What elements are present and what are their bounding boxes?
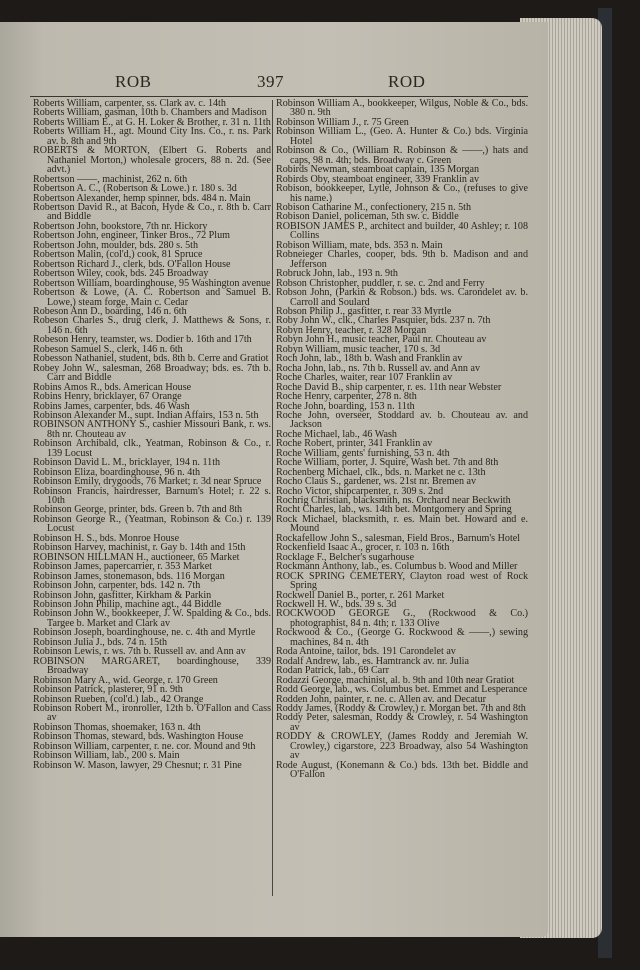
directory-entry: Rochrig Christian, blacksmith, ns. Orchard near Beckwith bbox=[276, 495, 511, 507]
directory-entry: Robins James, carpenter, bds. 46 Wash bbox=[33, 400, 190, 412]
directory-entry: Robinson H. S., bds. Monroe House bbox=[33, 532, 180, 544]
directory-entry: Robson Philip J., gasfitter, r. rear 33 Myrtle bbox=[276, 305, 452, 317]
directory-entry: ROBERTS & MORTON, (Elbert G. Roberts and Nathaniel Morton,) wholesale grocers, 88 n. 2d. (See advt.) bbox=[33, 145, 271, 176]
directory-entry: Robinson Harvey, machinist, r. Gay b. 14th and 15th bbox=[33, 542, 246, 554]
directory-entry: Rocklage F., Belcher's sugarhouse bbox=[276, 551, 415, 563]
directory-entry: Robinson John Philip, machine agt., 44 Biddle bbox=[33, 599, 222, 611]
directory-entry: Robinson Thomas, shoemaker, 163 n. 4th bbox=[33, 721, 201, 733]
directory-entry: Robertson John, engineer, Tinker Bros., 72 Plum bbox=[33, 230, 230, 242]
directory-entry: Robinson Thomas, steward, bds. Washington House bbox=[33, 731, 244, 743]
directory-entry: Robertson Wiley, cook, bds. 245 Broadway bbox=[33, 268, 209, 280]
directory-entry: ROBINSON ANTHONY S., cashier Missouri Bank, r. ws. 8th nr. Chouteau av bbox=[33, 419, 271, 440]
directory-entry: Roche John, overseer, Stoddard av. b. Chouteau av. and Jackson bbox=[276, 409, 528, 431]
directory-entry: Robson John, (Parkin & Robson.) bds. ws. Carondelet av. b. Carroll and Soulard bbox=[276, 287, 528, 308]
directory-entry: Robinson Robert M., ironroller, 12th b. O'Fallon and Cass av bbox=[33, 703, 271, 724]
directory-entry: Robinson Patrick, plasterer, 91 n. 9th bbox=[33, 684, 183, 696]
directory-entry: ROBINSON HILLMAN H., auctioneer, 65 Market bbox=[33, 551, 240, 563]
directory-entry: Roberts William H., agt. Mound City Ins. Co., r. ns. Park av. b. 8th and 9th bbox=[33, 126, 271, 147]
directory-entry: Robeson Samuel S., clerk, 146 n. 6th bbox=[33, 343, 183, 355]
right-column bbox=[276, 99, 528, 780]
directory-entry: Robirds Newman, steamboat captain, 135 Morgan bbox=[276, 164, 480, 176]
directory-entry: Robinson Joseph, boardinghouse, ne. c. 4th and Myrtle bbox=[33, 627, 256, 639]
directory-entry: Robson Christopher, puddler, r. se. c. 2nd and Ferry bbox=[276, 277, 485, 289]
directory-entry: Robison William, mate, bds. 353 n. Main bbox=[276, 239, 443, 251]
directory-entry: Robinson John, gasfitter, Kirkham & Parkin bbox=[33, 589, 212, 601]
directory-entry: Robertson Alexander, hemp spinner, bds. 484 n. Main bbox=[33, 192, 251, 204]
directory-entry: Rockmann Anthony, lab., es. Columbus b. Wood and Miller bbox=[276, 561, 518, 573]
directory-entry: Roche William, gents' furnishing, 53 n. 4th bbox=[276, 447, 450, 459]
directory-entry: ROCK SPRING CEMETERY, Clayton road west of Rock Spring bbox=[276, 570, 528, 592]
directory-entry: Robeson Ann D., boarding, 146 n. 6th bbox=[33, 305, 187, 317]
directory-entry: Rode August, (Konemann & Co.) bds. 13th bet. Biddle and O'Fallon bbox=[276, 759, 528, 781]
directory-entry: Robinson James, stonemason, bds. 116 Morgan bbox=[33, 570, 225, 582]
directory-entry: Robinson Francis, hairdresser, Barnum's Hotel; r. 22 s. 10th bbox=[33, 485, 271, 507]
directory-entry: Roberts William E., at G. H. Loker & Brother, r. 31 n. 11th bbox=[33, 116, 271, 128]
directory-entry: Robeson Henry, teamster, ws. Dodier b. 16th and 17th bbox=[33, 334, 252, 346]
directory-entry: Robinson Emily, drygoods, 76 Market; r. 3d near Spruce bbox=[33, 476, 262, 488]
directory-entry: Rodalf Andrew, lab., es. Hamtranck av. nr. Julia bbox=[276, 655, 469, 667]
directory-entry: Roda Antoine, tailor, bds. 191 Carondelet av bbox=[276, 646, 456, 658]
directory-entry: Roche Robert, printer, 341 Franklin av bbox=[276, 438, 433, 450]
directory-entry: Robertson John, moulder, bds. 280 s. 5th bbox=[33, 239, 199, 251]
directory-entry: Rodd George, lab., ws. Columbus bet. Emmet and Lesperance bbox=[276, 684, 528, 696]
directory-entry: Rockwell H. W., bds. 39 s. 3d bbox=[276, 599, 397, 611]
directory-entry: Robinson & Co., (William R. Robinson & ——,) hats and caps, 98 n. 4th; bds. Broadway c. Green bbox=[276, 145, 528, 166]
directory-entry: Rocha John, lab., ns. 7th b. Russell av. and Ann av bbox=[276, 362, 481, 374]
directory-entry: Robinson William, carpenter, r. ne. cor. Mound and 9th bbox=[33, 740, 256, 752]
directory-entry: Rocho Claus S., gardener, ws. 21st nr. Bremen av bbox=[276, 476, 477, 488]
directory-entry: Robruck John, lab., 193 n. 9th bbox=[276, 268, 398, 280]
directory-page bbox=[0, 22, 548, 937]
directory-entry: Robinson William, lab., 200 s. Main bbox=[33, 750, 180, 762]
directory-entry: Robyn Henry, teacher, r. 328 Morgan bbox=[276, 324, 427, 336]
page-number: 397 bbox=[257, 72, 284, 91]
directory-entry: Robinson William J., r. 75 Green bbox=[276, 116, 409, 128]
directory-entry: Robesson Nathaniel, student, bds. 8th b. Cerre and Gratiot bbox=[33, 353, 269, 365]
directory-entry: Rochenberg Michael, clk., bds. n. Market ne c. 13th bbox=[276, 466, 486, 478]
directory-entry: Robinson John, carpenter, bds. 142 n. 7th bbox=[33, 580, 201, 592]
directory-entry: Robinson James, papercarrier, r. 353 Market bbox=[33, 561, 212, 573]
directory-entry: Roche Henry, carpenter, 278 n. 8th bbox=[276, 391, 417, 403]
directory-entry: Robinson Rueben, (col'd.) lab., 42 Orange bbox=[33, 693, 204, 705]
column-divider bbox=[272, 100, 273, 896]
directory-entry: Rockafellow John S., salesman, Field Bros., Barnum's Hotel bbox=[276, 532, 521, 544]
directory-entry: Roby John W., clk., Charles Pasquier, bds. 237 n. 7th bbox=[276, 315, 491, 327]
directory-entry: Robinson Lewis, r. ws. 7th b. Russell av. and Ann av bbox=[33, 646, 246, 658]
directory-entry: Robinson George R., (Yeatman, Robinson & Co.) r. 139 Locust bbox=[33, 513, 271, 535]
directory-entry: Robey John W., salesman, 268 Broadway; bds. es. 7th b. Carr and Biddle bbox=[33, 362, 271, 384]
directory-entry: Roche David B., ship carpenter, r. es. 11th near Webster bbox=[276, 381, 502, 393]
directory-entry: Robinson John W., bookkeeper, J. W. Spalding & Co., bds. Targee b. Market and Clark av bbox=[33, 608, 271, 629]
directory-entry: Robins Henry, bricklayer, 67 Orange bbox=[33, 391, 182, 403]
directory-entry: Roche Michael, lab., 46 Wash bbox=[276, 428, 397, 440]
directory-entry: Rodazzi George, machinist, al. b. 9th and 10th near Gratiot bbox=[276, 674, 515, 686]
directory-entry: Roddy Peter, salesman, Roddy & Crowley, r. 54 Washington av bbox=[276, 712, 528, 733]
directory-entry: Roddy James, (Roddy & Crowley,) r. Morgan bet. 7th and 8th bbox=[276, 703, 526, 714]
directory-entry: Robertson John, bookstore, 7th nr. Hickory bbox=[33, 220, 208, 232]
right-guide-word: ROD bbox=[388, 72, 426, 91]
directory-entry: Robison Catharine M., confectionery, 215 n. 5th bbox=[276, 201, 472, 213]
directory-entry: Robinson Julia J., bds. 74 n. 15th bbox=[33, 636, 168, 648]
directory-entry: Robinson William L., (Geo. A. Hunter & Co.) bds. Virginia Hotel bbox=[276, 126, 528, 147]
directory-entry: Robinson William A., bookkeeper, Wilgus, Noble & Co., bds. 380 n. 9th bbox=[276, 98, 528, 119]
directory-entry: ROBINSON MARGARET, boardinghouse, 339 Broadway bbox=[33, 655, 271, 677]
directory-entry: Roberts William, carpenter, ss. Clark av. c. 14th bbox=[33, 98, 226, 109]
directory-entry: Robertson A. C., (Robertson & Lowe.) r. 180 s. 3d bbox=[33, 183, 237, 195]
directory-entry: Robinson David L. M., bricklayer, 194 n. 11th bbox=[33, 457, 221, 469]
directory-entry: Robinson George, printer, bds. Green b. 7th and 8th bbox=[33, 504, 243, 516]
directory-entry: Roch John, lab., 18th b. Wash and Franklin av bbox=[276, 353, 463, 365]
directory-entry: Robyn John H., music teacher, Paul nr. Chouteau av bbox=[276, 334, 487, 346]
directory-entry: Rockenfield Isaac A., grocer, r. 103 n. 16th bbox=[276, 542, 450, 554]
directory-entry: Robertson Malin, (col'd,) cook, 81 Spruce bbox=[33, 249, 203, 261]
directory-entry: Rock Michael, blacksmith, r. es. Main bet. Howard and e. Mound bbox=[276, 513, 528, 535]
directory-entry: Robirds Oby, steamboat engineer, 339 Franklin av bbox=[276, 173, 480, 185]
directory-entry: Robinson Mary A., wid. George, r. 170 Green bbox=[33, 674, 218, 686]
directory-entry: Robinson W. Mason, lawyer, 29 Chesnut; r. 31 Pine bbox=[33, 759, 242, 771]
directory-entry: Robinson Alexander M., supt. Indian Affairs, 153 n. 5th bbox=[33, 409, 259, 421]
directory-entry: Robertson William, boardinghouse, 95 Washington avenue bbox=[33, 277, 271, 289]
directory-entry: Robertson Richard J., clerk, bds. O'Fallon House bbox=[33, 258, 231, 270]
directory-entry: Roche William, porter, J. Squire, Wash bet. 7th and 8th bbox=[276, 457, 499, 469]
header-rule bbox=[30, 96, 528, 97]
directory-entry: Robinson Eliza, boardinghouse, 96 n. 4th bbox=[33, 466, 201, 478]
directory-entry: RODDY & CROWLEY, (James Roddy and Jeremiah W. Crowley,) cigarstore, 223 Broadway, also 54 Washington av bbox=[276, 731, 528, 762]
directory-entry: Rocht Charles, lab., ws. 14th bet. Montgomery and Spring bbox=[276, 504, 512, 516]
directory-entry: Robertson & Lowe, (A. C. Robertson and Samuel B. Lowe,) steam forge, Main c. Cedar bbox=[33, 287, 271, 308]
directory-entry: Robison Daniel, policeman, 5th sw. c. Biddle bbox=[276, 211, 459, 223]
directory-entry: Robinson Archibald, clk., Yeatman, Robinson & Co., r. 139 Locust bbox=[33, 438, 271, 459]
directory-entry: Robertson ——, machinist, 262 n. 6th bbox=[33, 173, 188, 185]
directory-entry: Rockwell Daniel B., porter, r. 261 Market bbox=[276, 589, 445, 601]
directory-entry: Roche Charles, waiter, rear 107 Franklin av bbox=[276, 372, 453, 384]
directory-entry: Robison, bookkeeper, Lytle, Johnson & Co., (refuses to give his name.) bbox=[276, 183, 528, 204]
left-column bbox=[33, 99, 271, 770]
directory-entry: ROBISON JAMES P., architect and builder, 40 Ashley; r. 108 Collins bbox=[276, 220, 528, 242]
directory-entry: Robertson David R., at Bacon, Hyde & Co., r. 8th b. Carr and Biddle bbox=[33, 201, 271, 223]
directory-entry: Robeson Charles S., drug clerk, J. Matthews & Sons, r. 146 n. 6th bbox=[33, 315, 271, 336]
directory-entry: Robins Amos R., bds. American House bbox=[33, 381, 192, 393]
directory-entry: Roberts William, gasman, 10th b. Chambers and Madison bbox=[33, 107, 267, 119]
left-guide-word: ROB bbox=[115, 72, 152, 91]
directory-entry: Rodan Patrick, lab., 69 Carr bbox=[276, 665, 389, 677]
directory-entry: Rockwood & Co., (George G. Rockwood & ——,) sewing machines, 84 n. 4th bbox=[276, 627, 528, 648]
directory-entry: Robyn William, music teacher, 170 s. 3d bbox=[276, 343, 441, 355]
directory-entry: Roche John, boarding, 153 n. 11th bbox=[276, 400, 415, 412]
directory-entry: Rocho Victor, shipcarpenter, r. 309 s. 2nd bbox=[276, 485, 444, 497]
directory-entry: Robneieger Charles, cooper, bds. 9th b. Madison and and Jefferson bbox=[276, 249, 528, 270]
directory-entry: ROCKWOOD GEORGE G., (Rockwood & Co.) photographist, 84 n. 4th; r. 133 Olive bbox=[276, 608, 528, 629]
directory-entry: Rodden John, painter, r. ne. c. Allen av. and Decatur bbox=[276, 693, 487, 705]
